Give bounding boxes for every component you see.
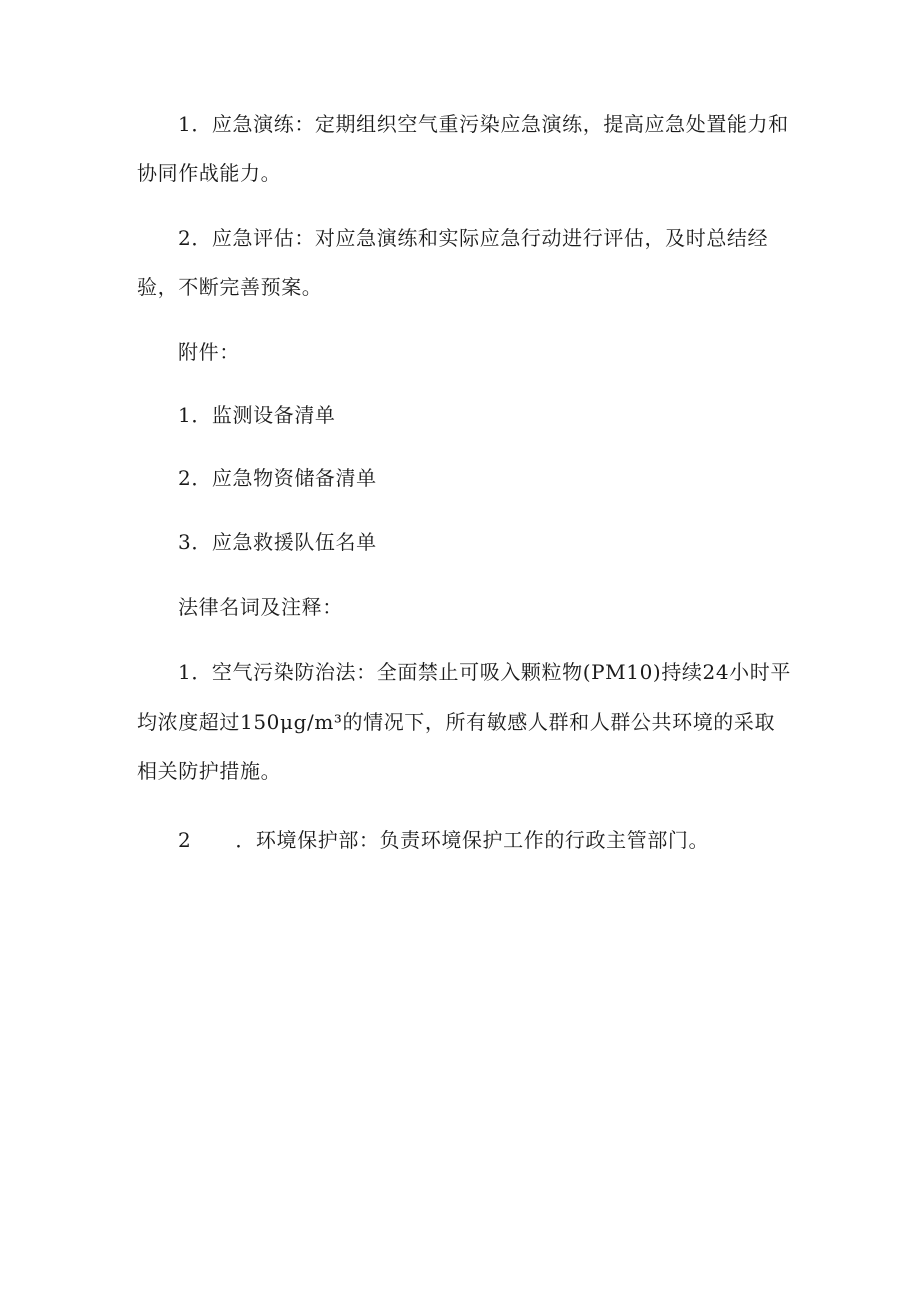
legal-term-line1 (178, 828, 709, 852)
item-number: 1 (178, 403, 192, 427)
item-number: 3 (178, 530, 192, 554)
item-number: 2 (178, 828, 192, 852)
legal-term-text: 相关防护措施。 (137, 759, 282, 783)
attachment-item (178, 403, 336, 427)
legal-term-line3 (137, 759, 281, 783)
paragraph-assessment-line2 (137, 275, 322, 299)
attachment-text: ．监测设备清单 (191, 403, 336, 427)
paragraph-text: ．应急评估：对应急演练和实际应急行动进行评估，及时总结经 (191, 226, 769, 250)
legal-term-line2 (137, 710, 775, 734)
legal-term-line1 (178, 660, 791, 684)
item-number: 1 (178, 660, 192, 684)
item-number: 2 (178, 466, 192, 490)
attachment-text: ．应急救援队伍名单 (191, 530, 377, 554)
item-number: 1 (178, 112, 192, 136)
attachments-heading: 附件： (178, 340, 240, 364)
paragraph-assessment-line1 (178, 226, 768, 250)
legal-term-text: 均浓度超过150μg/m³的情况下，所有敏感人群和人群公共环境的采取 (137, 710, 776, 734)
attachment-item (178, 530, 377, 554)
attachment-item (178, 466, 377, 490)
paragraph-drill-line1 (178, 112, 789, 136)
paragraph-text: 协同作战能力。 (137, 161, 282, 185)
paragraph-drill-line2 (137, 161, 281, 185)
attachment-text: ．应急物资储备清单 (191, 466, 377, 490)
legal-terms-heading: 法律名词及注释： (178, 595, 343, 619)
item-number: 2 (178, 226, 192, 250)
legal-term-text: ．环境保护部：负责环境保护工作的行政主管部门。 (235, 828, 710, 852)
paragraph-text: 验，不断完善预案。 (137, 275, 323, 299)
legal-term-text: ．空气污染防治法：全面禁止可吸入颗粒物(PM10)持续24小时平 (191, 660, 791, 684)
paragraph-text: ．应急演练：定期组织空气重污染应急演练，提高应急处置能力和 (191, 112, 789, 136)
